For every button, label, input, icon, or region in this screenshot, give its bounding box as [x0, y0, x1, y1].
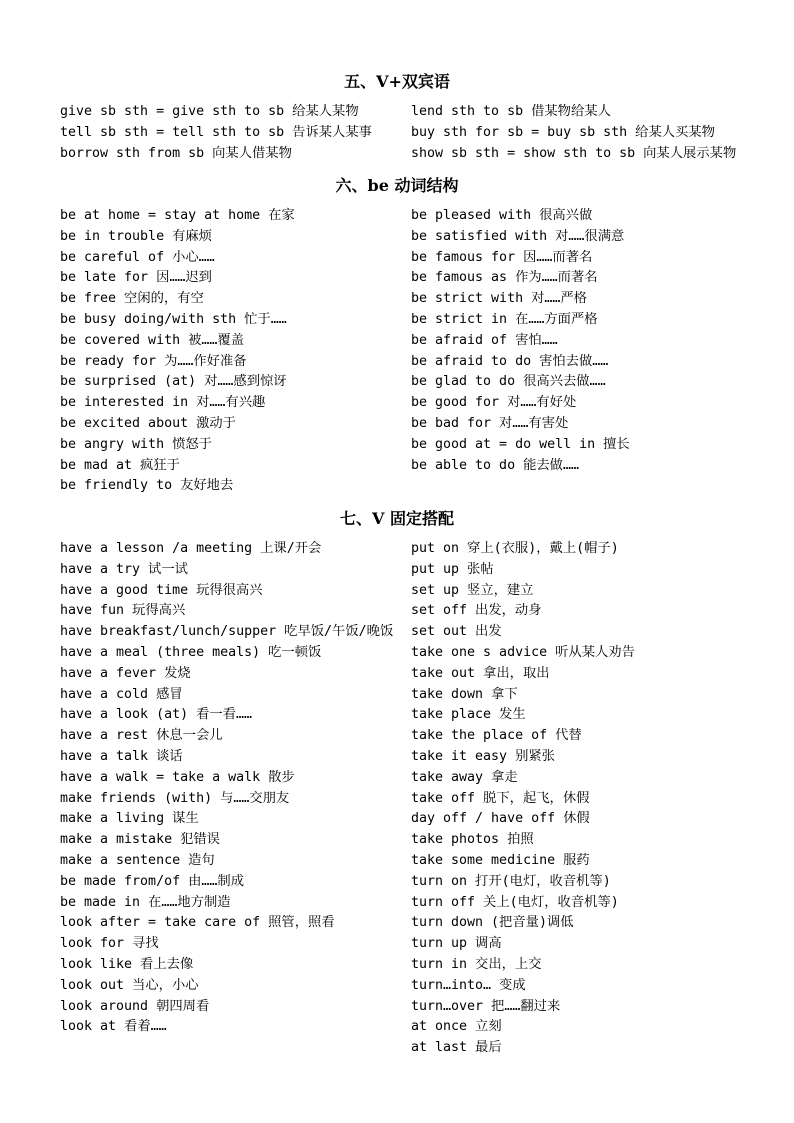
phrase-item: put on 穿上(衣服)，戴上(帽子)	[411, 541, 619, 556]
section-title: 五、V+双宾语	[344, 72, 450, 91]
phrase-item: take down 拿下	[411, 686, 518, 702]
phrase-item: be excited about 激动于	[60, 415, 236, 431]
section-title: 六、be 动词结构	[335, 176, 459, 195]
phrase-item: have a good time 玩得很高兴	[60, 582, 263, 598]
phrase-item: be afraid to do 害怕去做……	[411, 353, 609, 369]
left-column	[60, 539, 395, 1038]
phrase-item: be satisfied with 对……很满意	[411, 228, 625, 244]
phrase-item: put up 张帖	[411, 561, 494, 577]
right-column	[411, 539, 751, 1059]
phrase-item: show sb sth = show sth to sb 向某人展示某物	[411, 145, 737, 161]
phrase-item: be made in 在……地方制造	[60, 894, 231, 910]
phrase-item: be mad at 疯狂于	[60, 457, 180, 473]
phrase-item: have a walk = take a walk 散步	[60, 769, 295, 785]
phrase-item: be careful of 小心……	[60, 249, 215, 265]
left-column	[60, 206, 395, 497]
phrase-item: day off / have off 休假	[411, 811, 590, 827]
phrase-item: look like 看上去像	[60, 956, 194, 972]
phrase-item: take the place of 代替	[411, 728, 582, 744]
phrase-item: take some medicine 服药	[411, 852, 590, 868]
phrase-item: be famous for 因……而著名	[411, 249, 593, 265]
left-column	[60, 102, 395, 164]
phrase-item: be ready for 为……作好准备	[60, 353, 247, 369]
phrase-item: make a mistake 犯错误	[60, 832, 220, 848]
phrase-item: turn…over 把……翻过来	[411, 998, 561, 1014]
phrase-item: be strict in 在……方面严格	[411, 311, 598, 327]
phrase-item: turn…into… 变成	[411, 977, 526, 993]
phrase-item: be famous as 作为……而著名	[411, 270, 598, 286]
phrase-item: be busy doing/with sth 忙于……	[60, 311, 287, 327]
phrase-item: be late for 因……迟到	[60, 270, 212, 286]
phrase-item: be afraid of 害怕……	[411, 332, 558, 348]
phrase-item: set out 出发	[411, 624, 502, 640]
phrase-item: have a meal (three meals) 吃一顿饭	[60, 644, 322, 660]
section-title: 七、V 固定搭配	[340, 509, 454, 528]
phrase-item: have a try 试一试	[60, 561, 188, 577]
phrase-item: set up 竖立，建立	[411, 582, 534, 598]
phrase-item: be interested in 对……有兴趣	[60, 395, 266, 411]
phrase-item: set off 出发，动身	[411, 603, 542, 619]
right-column	[411, 206, 751, 476]
phrase-item: have a look (at) 看一看……	[60, 707, 252, 723]
phrase-item: be glad to do 很高兴去做……	[411, 374, 606, 390]
phrase-item: be good at = do well in 擅长	[411, 436, 630, 452]
phrase-item: have fun 玩得高兴	[60, 603, 186, 619]
phrase-item: be free 空闲的，有空	[60, 291, 204, 307]
phrase-item: at last 最后	[411, 1040, 502, 1056]
phrase-item: take it easy 别紧张	[411, 748, 555, 764]
phrase-item: look out 当心，小心	[60, 977, 199, 993]
phrase-item: tell sb sth = tell sth to sb 告诉某人某事	[60, 124, 372, 140]
phrase-item: make a sentence 造句	[60, 852, 215, 868]
phrase-item: take photos 拍照	[411, 832, 534, 848]
phrase-item: have a talk 谈话	[60, 748, 183, 764]
phrase-item: be bad for 对……有害处	[411, 415, 569, 431]
phrase-item: look at 看着……	[60, 1019, 167, 1035]
phrase-item: be able to do 能去做……	[411, 457, 579, 473]
phrase-item: turn on 打开(电灯，收音机等)	[411, 873, 611, 889]
phrase-item: take off 脱下，起飞，休假	[411, 790, 590, 806]
phrase-item: turn down (把音量)调低	[411, 915, 574, 931]
phrase-item: be made from/of 由……制成	[60, 873, 244, 889]
phrase-item: be friendly to 友好地去	[60, 478, 234, 494]
phrase-item: turn off 关上(电灯，收音机等)	[411, 894, 619, 910]
right-column	[411, 102, 751, 164]
phrase-item: be at home = stay at home 在家	[60, 208, 295, 223]
phrase-item: turn in 交出，上交	[411, 956, 542, 972]
phrase-item: take out 拿出，取出	[411, 665, 550, 681]
phrase-item: look after = take care of 照管，照看	[60, 915, 335, 931]
phrase-item: be pleased with 很高兴做	[411, 208, 593, 223]
phrase-item: be strict with 对……严格	[411, 291, 587, 307]
phrase-item: have a fever 发烧	[60, 665, 191, 681]
phrase-item: turn up 调高	[411, 936, 502, 952]
phrase-item: lend sth to sb 借某物给某人	[411, 104, 611, 119]
phrase-item: be surprised (at) 对……感到惊讶	[60, 374, 287, 390]
phrase-item: make a living 谋生	[60, 811, 199, 827]
phrase-item: be angry with 愤怒于	[60, 436, 212, 452]
phrase-item: take place 发生	[411, 707, 526, 723]
phrase-item: give sb sth = give sth to sb 给某人某物	[60, 104, 359, 119]
phrase-item: borrow sth from sb 向某人借某物	[60, 145, 292, 161]
phrase-item: have a rest 休息一会儿	[60, 728, 223, 744]
phrase-item: make friends (with) 与……交朋友	[60, 790, 290, 806]
phrase-item: be good for 对……有好处	[411, 395, 577, 411]
phrase-item: look for 寻找	[60, 936, 159, 952]
phrase-item: be in trouble 有麻烦	[60, 228, 212, 244]
phrase-item: have breakfast/lunch/supper 吃早饭/午饭/晚饭	[60, 624, 394, 640]
phrase-item: buy sth for sb = buy sb sth 给某人买某物	[411, 124, 715, 140]
phrase-item: have a cold 感冒	[60, 686, 183, 702]
phrase-item: take away 拿走	[411, 769, 518, 785]
phrase-item: be covered with 被……覆盖	[60, 332, 244, 348]
phrase-item: take one s advice 听从某人劝告	[411, 644, 635, 660]
phrase-item: at once 立刻	[411, 1019, 502, 1035]
phrase-item: look around 朝四周看	[60, 998, 210, 1014]
phrase-item: have a lesson /a meeting 上课/开会	[60, 541, 322, 556]
